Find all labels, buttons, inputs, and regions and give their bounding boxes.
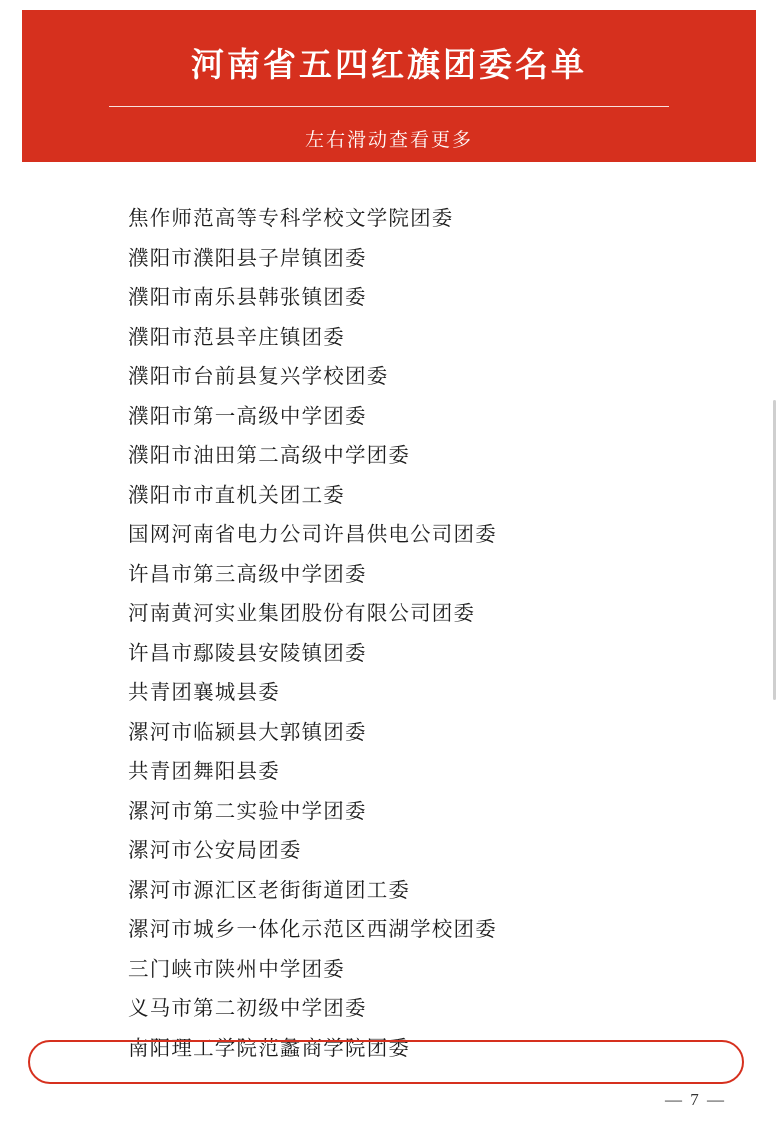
list-item: 濮阳市油田第二高级中学团委 <box>128 445 411 467</box>
list-item-highlighted: 南阳理工学院范蠡商学院团委 <box>128 1037 411 1060</box>
scrollbar[interactable] <box>773 400 776 700</box>
list-item: 漯河市源汇区老街街道团工委 <box>128 879 411 902</box>
list-item: 濮阳市南乐县韩张镇团委 <box>128 287 367 309</box>
organization-list <box>0 200 778 1069</box>
list-item: 漯河市临颍县大郭镇团委 <box>128 721 367 744</box>
list-item: 义马市第二初级中学团委 <box>128 998 367 1020</box>
list-item: 河南黄河实业集团股份有限公司团委 <box>128 603 476 625</box>
list-item: 濮阳市台前县复兴学校团委 <box>128 366 389 388</box>
list-item: 共青团襄城县委 <box>128 682 280 704</box>
title-divider <box>109 106 669 107</box>
list-item: 焦作师范高等专科学校文学院团委 <box>128 208 454 230</box>
list-item: 濮阳市市直机关团工委 <box>128 484 345 507</box>
header-banner <box>22 10 756 162</box>
list-item: 濮阳市第一高级中学团委 <box>128 405 367 428</box>
list-item: 许昌市鄢陵县安陵镇团委 <box>128 642 367 665</box>
list-item: 漯河市城乡一体化示范区西湖学校团委 <box>128 919 497 941</box>
list-item: 国网河南省电力公司许昌供电公司团委 <box>128 524 497 546</box>
list-item: 共青团舞阳县委 <box>128 761 280 783</box>
list-item: 漯河市公安局团委 <box>128 840 302 862</box>
list-item: 漯河市第二实验中学团委 <box>128 800 367 823</box>
list-item: 三门峡市陕州中学团委 <box>128 958 345 981</box>
banner-subtitle: 左右滑动查看更多 <box>304 130 473 152</box>
list-item: 濮阳市濮阳县子岸镇团委 <box>128 247 367 270</box>
page-number: — 7 — <box>665 1090 726 1109</box>
list-item: 濮阳市范县辛庄镇团委 <box>128 326 345 349</box>
list-item: 许昌市第三高级中学团委 <box>128 563 367 586</box>
page-title: 河南省五四红旗团委名单 <box>191 48 587 84</box>
